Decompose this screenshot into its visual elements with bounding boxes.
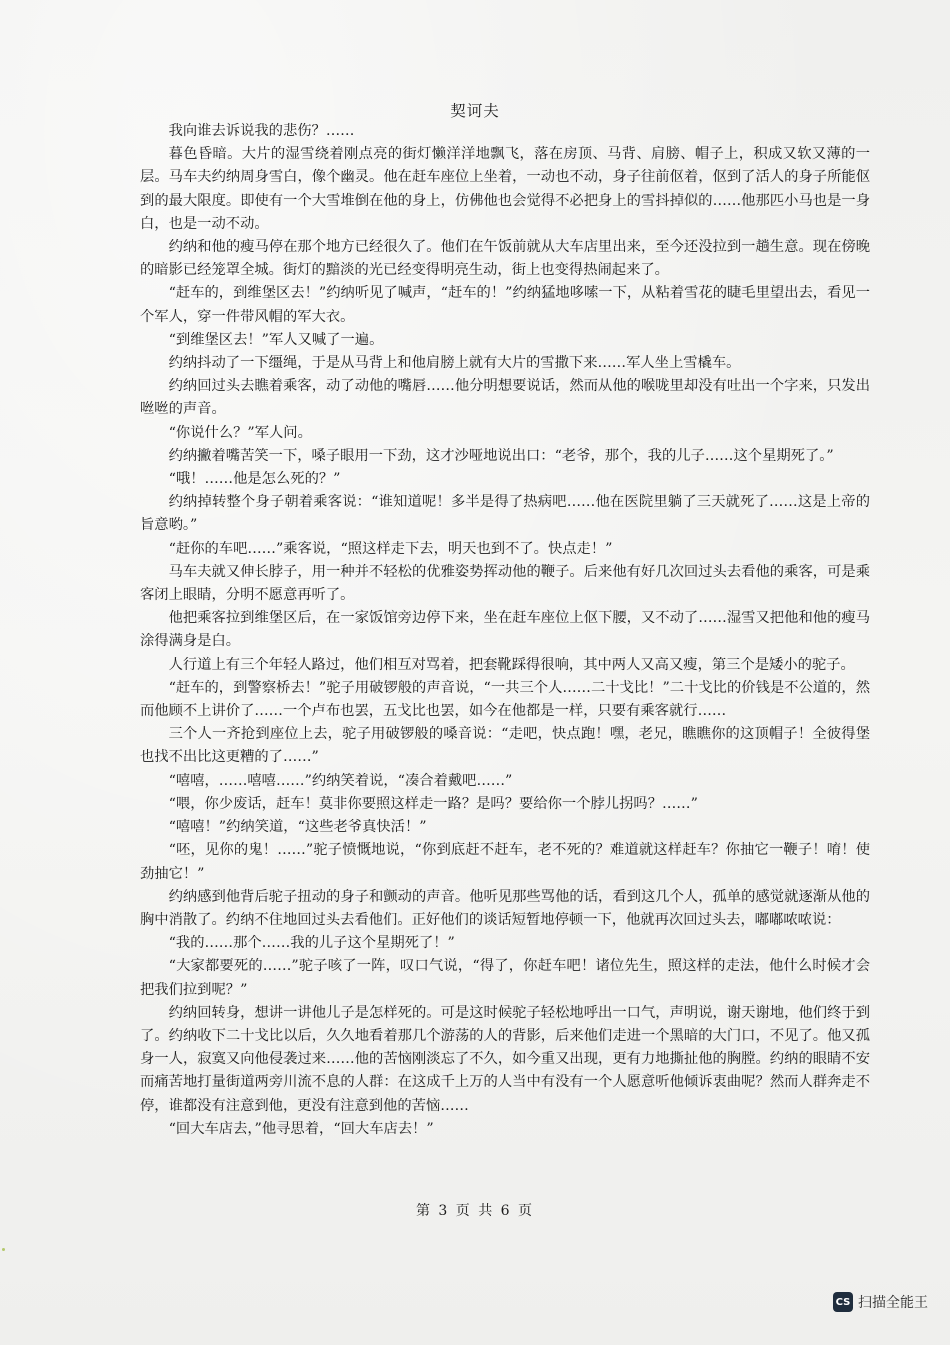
paragraph: “喂，你少废话，赶车！莫非你要照这样走一路？是吗？要给你一个脖儿拐吗？……” [168,795,698,812]
paragraph: 三个人一齐抢到座位上去，驼子用破锣般的嗓音说：“走吧，快点跑！嘿，老兄，瞧瞧你的这顶帽子！全彼得堡也找不出比这更糟的了……” [140,726,870,766]
edge-mark [2,1248,5,1251]
paragraph: “赶车的，到警察桥去！”驼子用破锣般的声音说，“一共三个人……二十戈比！”二十戈比的价钱是不公道的，然而他顾不上讲价了……一个卢布也罢，五戈比也罢，如今在他都是一样，只要有乘客就行…… [140,679,870,720]
paragraph: “我的……那个……我的儿子这个星期死了！” [168,935,455,952]
paragraph: “到维堡区去！”军人又喊了一遍。 [168,331,384,348]
paragraph: 他把乘客拉到维堡区后，在一家饭馆旁边停下来，坐在赶车座位上伛下腰，又不动了……湿雪又把他和他的瘦马涂得满身是白。 [140,610,870,650]
paragraph: 人行道上有三个年轻人路过，他们相互对骂着，把套靴踩得很响，其中两人又高又瘦，第三个是矮小的驼子。 [168,656,855,673]
paragraph: “大家都要死的……”驼子咳了一阵，叹口气说，“得了，你赶车吧！诸位先生，照这样的走法，他什么时候才会把我们拉到呢？” [140,958,870,998]
paragraph: “哦！……他是怎么死的？” [168,471,341,488]
paragraph: 马车夫就又伸长脖子，用一种并不轻松的优雅姿势挥动他的鞭子。后来他有好几次回过头去看他的乘客，可是乘客闭上眼睛，分明不愿意再听了。 [140,563,870,604]
watermark-app-name: 扫描全能王 [858,1295,928,1311]
camscanner-logo-icon: CS [833,1292,853,1312]
document-body [140,120,870,1141]
paragraph: “你说什么？”军人问。 [168,424,312,441]
paragraph: 约纳和他的瘦马停在那个地方已经很久了。他们在午饭前就从大车店里出来，至今还没拉到一趟生意。现在傍晚的暗影已经笼罩全城。街灯的黯淡的光已经变得明亮生动，街上也变得热闹起来了。 [140,239,870,279]
paragraph: 约纳抖动了一下缰绳，于是从马背上和他肩膀上就有大片的雪撒下来……军人坐上雪橇车。 [168,355,741,372]
paragraph: “回大车店去，”他寻思着，“回大车店去！” [168,1120,434,1137]
scanner-watermark [833,1292,928,1312]
paragraph: “赶你的车吧……”乘客说，“照这样走下去，明天也到不了。快点走！” [168,540,613,557]
paragraph: 约纳掉转整个身子朝着乘客说：“谁知道呢！多半是得了热病吧……他在医院里躺了三天就死了……这是上帝的旨意哟。” [140,494,870,534]
page-number: 第 3 页 共 6 页 [415,1203,535,1219]
paragraph: 约纳回过头去瞧着乘客，动了动他的嘴唇……他分明想要说话，然而从他的喉咙里却没有吐出一个字来，只发出咝咝的声音。 [140,378,870,418]
paragraph: 约纳回转身，想讲一讲他儿子是怎样死的。可是这时候驼子轻松地呼出一口气，声明说，谢天谢地，他们终于到了。约纳收下二十戈比以后，久久地看着那几个游荡的人的背影，后来他们走进一个黑暗的大门口，不见了。他又孤身一人，寂寞又向他侵袭过来……他的苦恼刚淡忘了不久，如今重又出现，更有力地撕扯他的胸膛。约纳的眼睛不安而痛苦地打量街道两旁川流不息的人群：在这成千上万的人当中有没有一个人愿意听他倾诉衷曲呢？然而人群奔走不停，谁都没有注意到他，更没有注意到他的苦恼…… [140,1004,870,1114]
paragraph: 暮色昏暗。大片的湿雪绕着刚点亮的街灯懒洋洋地飘飞，落在房顶、马背、肩膀、帽子上，积成又软又薄的一层。马车夫约纳周身雪白，像个幽灵。他在赶车座位上坐着，一动也不动，身子往前伛着，伛到了活人的身子所能伛到的最大限度。即使有一个大雪堆倒在他的身上，仿佛他也会觉得不必把身上的雪抖掉似的……他那匹小马也是一身白，也是一动不动。 [140,146,870,232]
paragraph: “嘻嘻！”约纳笑道，“这些老爷真快活！” [168,819,427,836]
paragraph: “嘻嘻，……嘻嘻……”约纳笑着说，“凑合着戴吧……” [168,772,513,789]
paragraph: 约纳撇着嘴苦笑一下，嗓子眼用一下劲，这才沙哑地说出口：“老爷，那个，我的儿子……这个星期死了。” [168,447,834,464]
document-title: 契诃夫 [450,102,500,120]
paragraph: 我向谁去诉说我的悲伤？…… [168,123,355,139]
paragraph: 约纳感到他背后驼子扭动的身子和颤动的声音。他听见那些骂他的话，看到这几个人，孤单的感觉就逐渐从他的胸中消散了。约纳不住地回过头去看他们。正好他们的谈话短暂地停顿一下，他就再次回过头去，嘟嘟哝哝说： [140,888,870,928]
paragraph: “呸，见你的鬼！……”驼子愤慨地说，“你到底赶不赶车，老不死的？难道就这样赶车？你抽它一鞭子！唷！使劲抽它！” [140,842,870,882]
paragraph: “赶车的，到维堡区去！”约纳听见了喊声，“赶车的！”约纳猛地哆嗦一下，从粘着雪花的睫毛里望出去，看见一个军人，穿一件带风帽的军大衣。 [140,285,870,325]
